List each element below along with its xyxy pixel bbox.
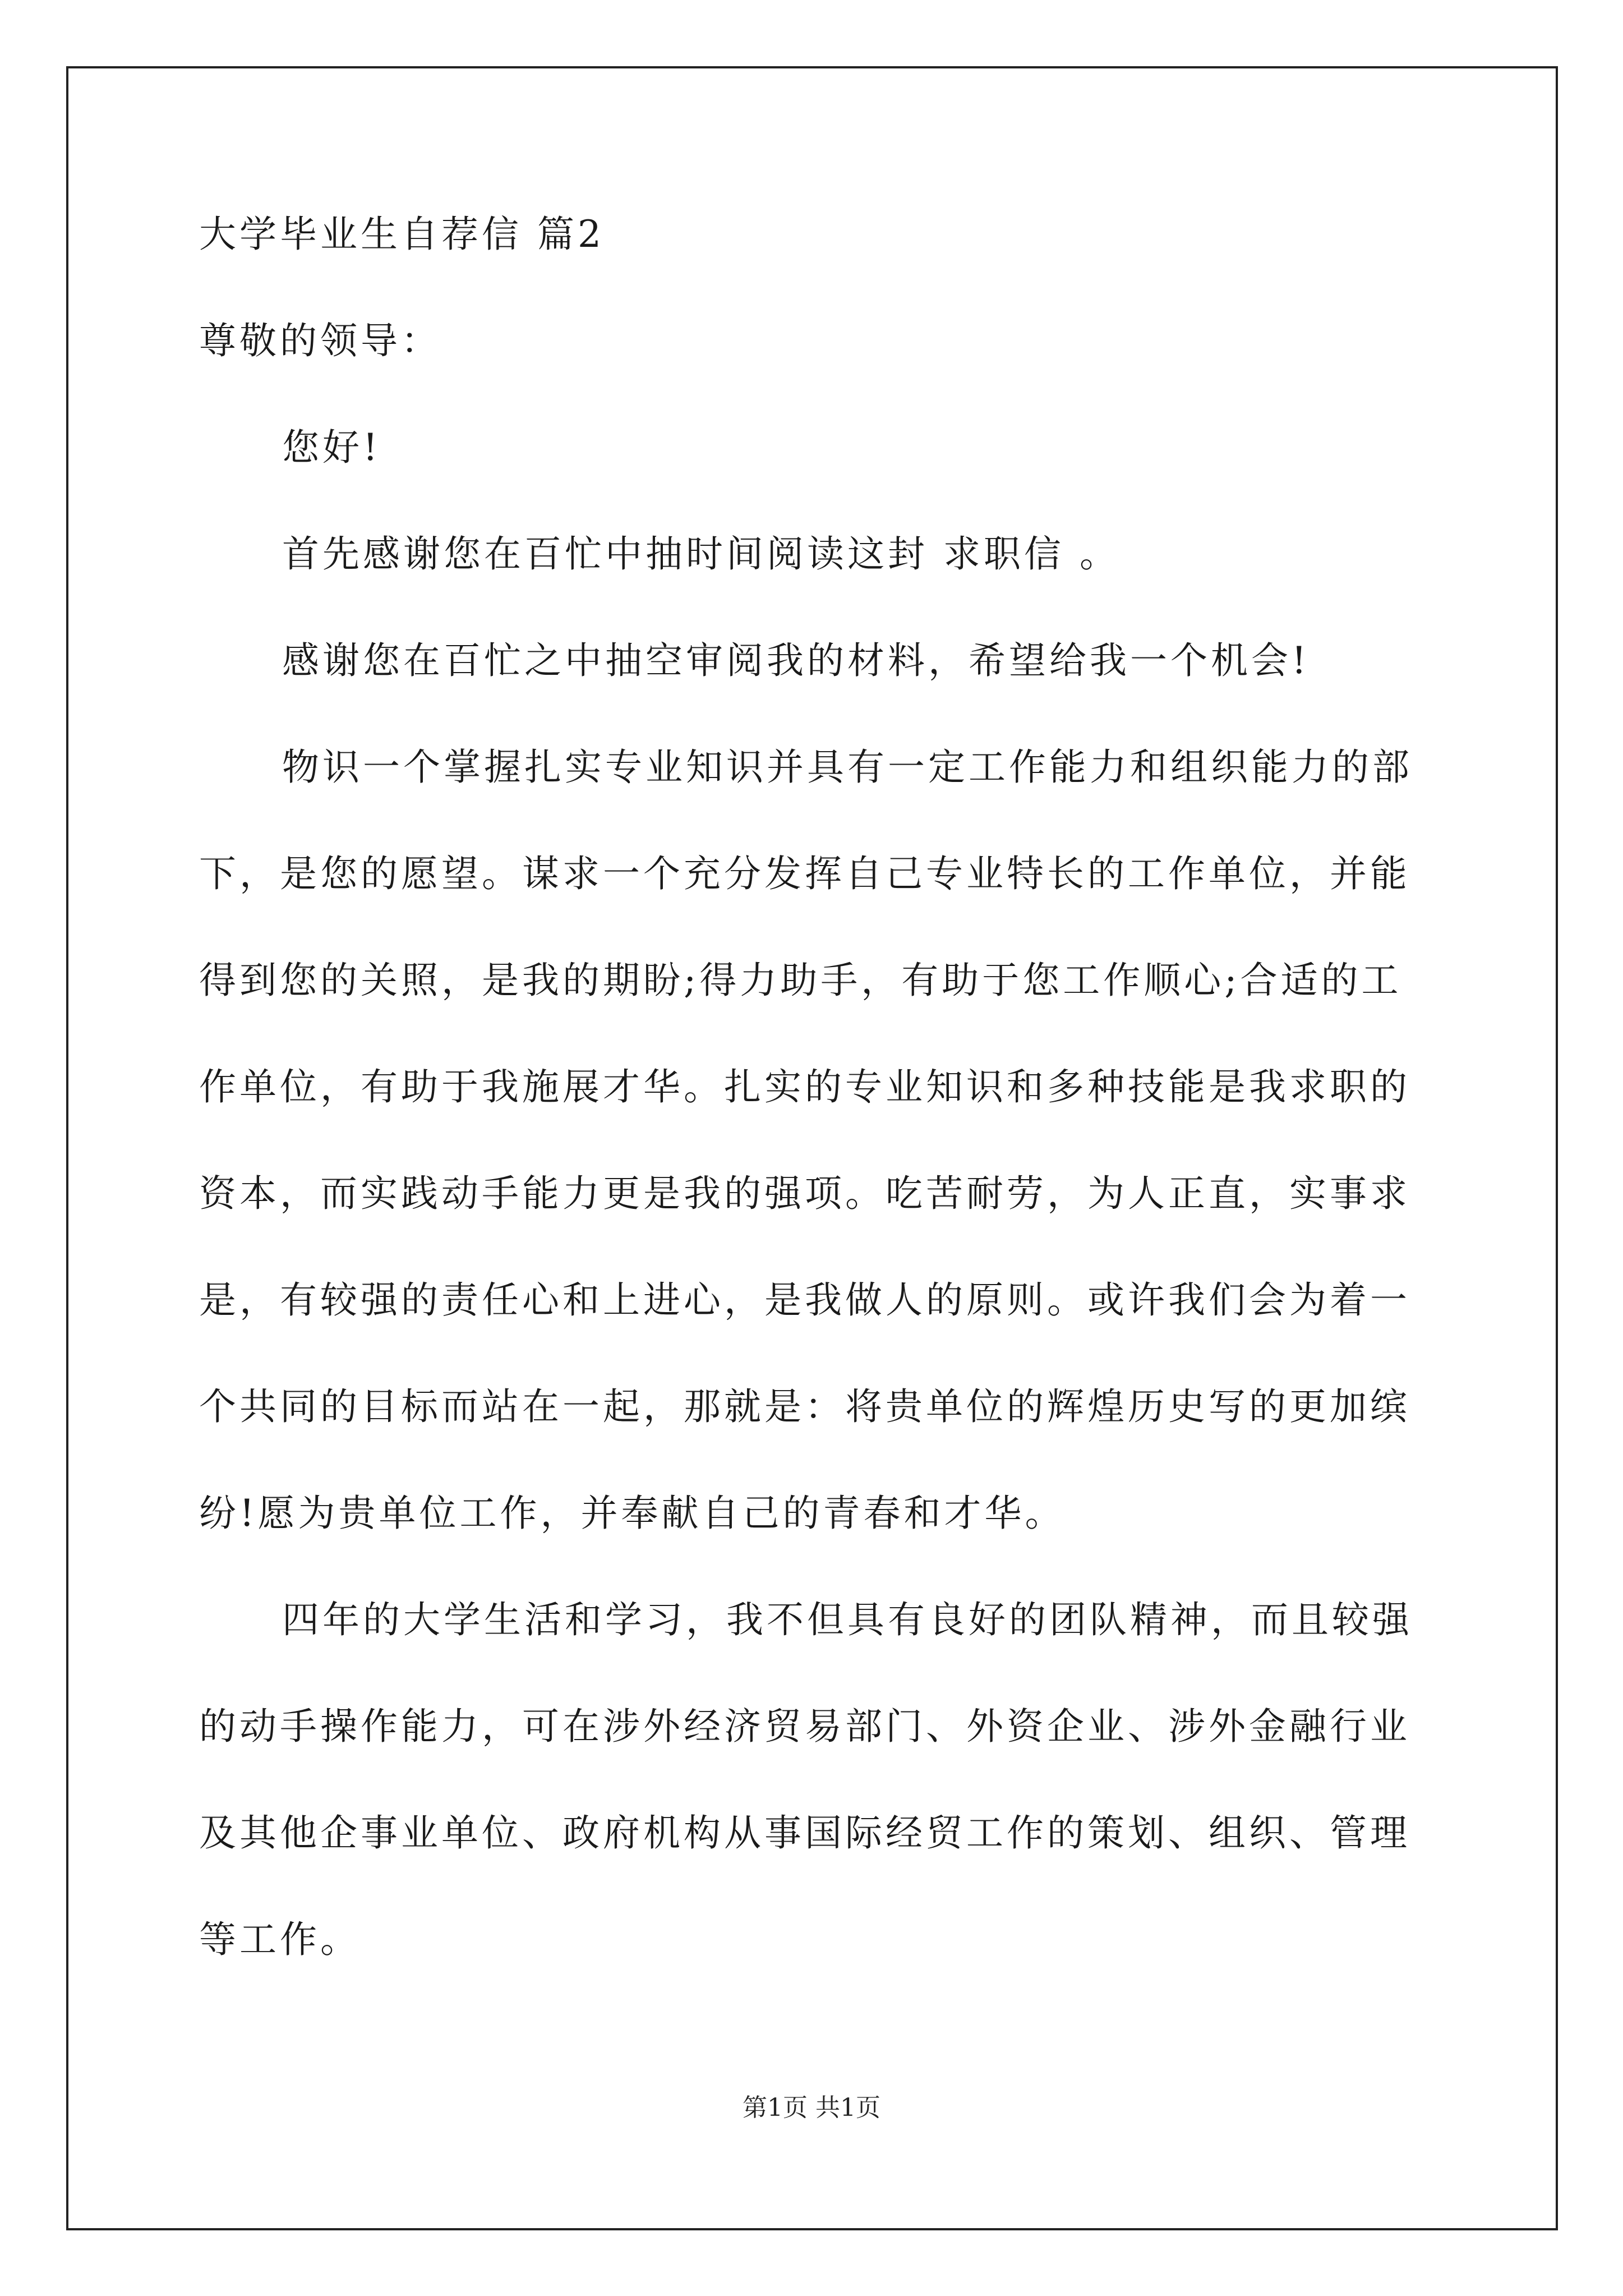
paragraph-line: 感谢您在百忙之中抽空审阅我的材料，希望给我一个机会! xyxy=(282,639,1310,682)
paragraph-line: 是，有较强的责任心和上进心，是我做人的原则。或许我们会为着一 xyxy=(199,1278,1410,1322)
paragraph-line: 的动手操作能力，可在涉外经济贸易部门、外资企业、涉外金融行业 xyxy=(199,1705,1410,1748)
page-border xyxy=(66,66,1558,2230)
paragraph-line: 得到您的关照，是我的期盼;得力助手，有助于您工作顺心;合适的工 xyxy=(199,959,1402,1002)
paragraph-line: 个共同的目标而站在一起，那就是：将贵单位的辉煌历史写的更加缤 xyxy=(199,1385,1410,1428)
paragraph-line: 及其他企事业单位、政府机构从事国际经贸工作的策划、组织、管理 xyxy=(199,1811,1410,1855)
paragraph-line: 下，是您的愿望。谋求一个充分发挥自己专业特长的工作单位，并能 xyxy=(199,852,1410,895)
paragraph-line: 物识一个掌握扎实专业知识并具有一定工作能力和组织能力的部 xyxy=(282,746,1413,789)
document-title: 大学毕业生自荐信 篇2 xyxy=(199,213,605,256)
paragraph-line: 等工作。 xyxy=(199,1918,361,1961)
salutation: 尊敬的领导： xyxy=(199,319,441,362)
greeting: 您好! xyxy=(282,426,381,469)
paragraph-line: 首先感谢您在百忙中抽时间阅读这封 求职信 。 xyxy=(282,532,1120,576)
page-number-footer: 第1页 共1页 xyxy=(743,2093,880,2122)
paragraph-line: 纷!愿为贵单位工作，并奉献自己的青春和才华。 xyxy=(199,1492,1066,1535)
paragraph-line: 四年的大学生活和学习，我不但具有良好的团队精神，而且较强 xyxy=(282,1598,1413,1641)
paragraph-line: 作单位，有助于我施展才华。扎实的专业知识和多种技能是我求职的 xyxy=(199,1065,1410,1108)
paragraph-line: 资本，而实践动手能力更是我的强项。吃苦耐劳，为人正直，实事求 xyxy=(199,1172,1410,1215)
